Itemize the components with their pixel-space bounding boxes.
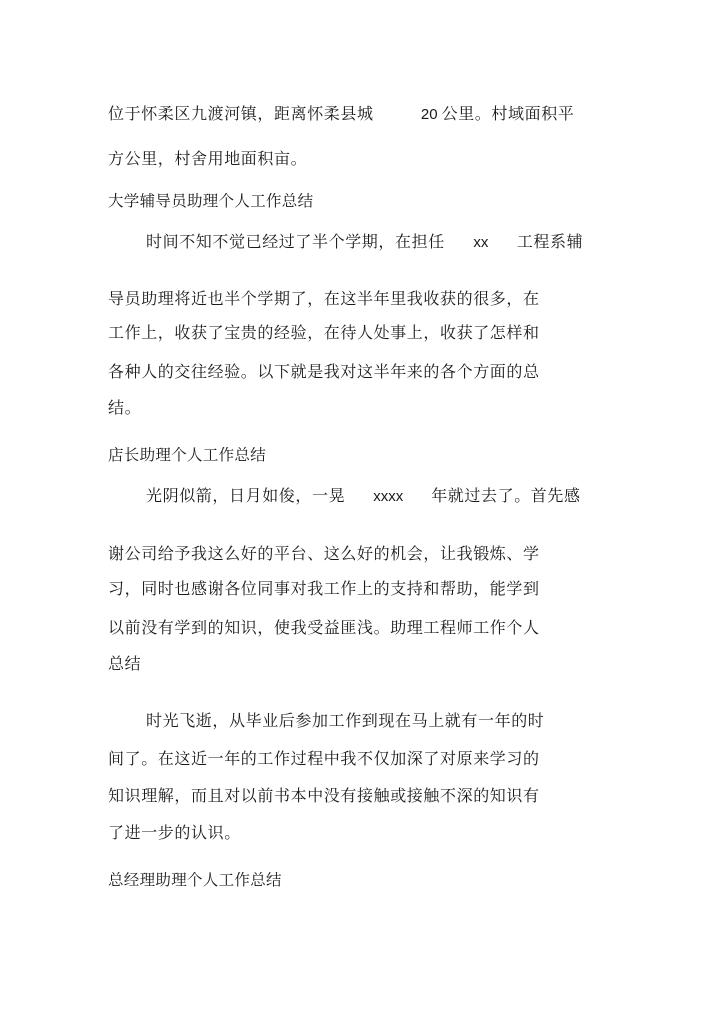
paragraph-line: 工作上，收获了宝贵的经验，在待人处事上，收获了怎样和 <box>108 323 540 342</box>
paragraph-line: 结。 <box>108 398 142 417</box>
paragraph-lead-engineer: 时光飞逝，从毕业后参加工作到现在马上就有一年的时 <box>146 711 545 730</box>
paragraph-line: 以前没有学到的知识，使我受益匪浅。助理工程师工作个人 <box>108 618 540 637</box>
distance-value: 20 <box>420 106 438 123</box>
paragraph-line: 知识理解，而且对以前书本中没有接触或接触不深的知识有 <box>108 786 540 805</box>
intro-line-1 <box>108 103 574 126</box>
text-run: 时间不知不觉已经过了半个学期，在担任 <box>146 232 445 251</box>
section-heading-store-manager: 店长助理个人工作总结 <box>108 446 267 464</box>
paragraph-line: 了进一步的认识。 <box>108 823 241 842</box>
paragraph-line: 各种人的交往经验。以下就是我对这半年来的各个方面的总 <box>108 362 540 381</box>
paragraph-line: 习，同时也感谢各位同事对我工作上的支持和帮助，能学到 <box>108 579 540 598</box>
paragraph-line: 谢公司给予我这么好的平台、这么好的机会，让我锻炼、学 <box>108 544 540 563</box>
text-run: 年就过去了。首先感 <box>431 486 581 505</box>
text-run: 位于怀柔区九渡河镇，距离怀柔县城 <box>108 104 374 123</box>
paragraph-lead-store-manager <box>146 485 581 508</box>
paragraph-line: 间了。在这近一年的工作过程中我不仅加深了对原来学习的 <box>108 749 540 768</box>
paragraph-line: 导员助理将近也半个学期了，在这半年里我收获的很多，在 <box>108 289 540 308</box>
section-heading-general-manager: 总经理助理个人工作总结 <box>108 871 282 889</box>
placeholder-xx: xx <box>473 234 489 251</box>
section-heading-counselor: 大学辅导员助理个人工作总结 <box>108 192 314 210</box>
text-run: 光阴似箭，日月如俊，一晃 <box>146 486 346 505</box>
text-run: 工程系辅 <box>516 232 584 251</box>
placeholder-xxxx: xxxx <box>373 488 404 505</box>
text-run: 公里。村域面积平 <box>441 104 575 123</box>
paragraph-lead-counselor <box>146 231 583 254</box>
intro-line-2: 方公里，村舍用地面积亩。 <box>108 149 308 168</box>
paragraph-line: 总结 <box>108 654 142 673</box>
